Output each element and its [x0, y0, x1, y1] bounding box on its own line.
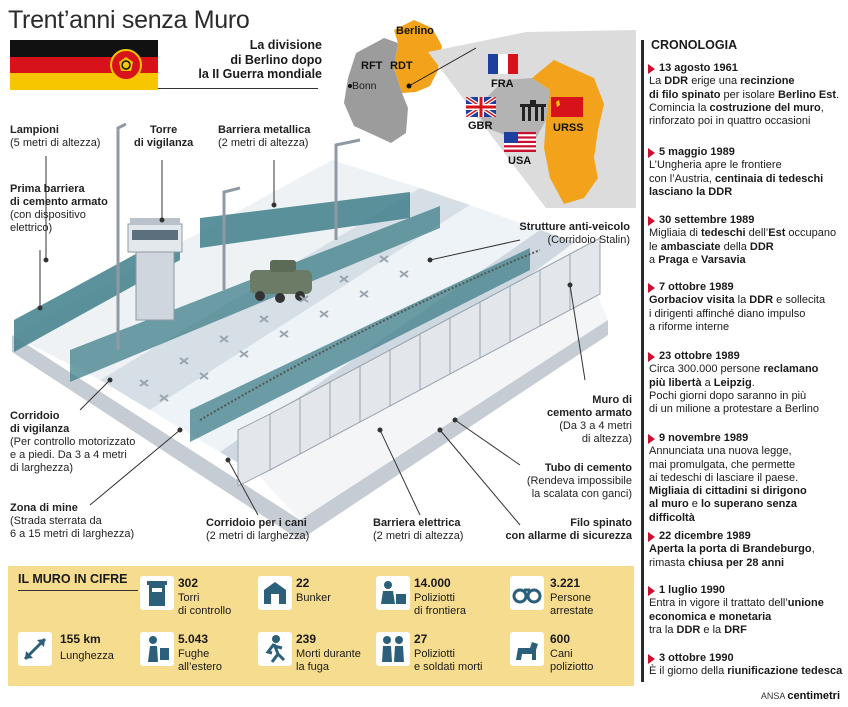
tower-icon — [140, 576, 174, 610]
label-torre: Torre di vigilanza — [134, 124, 194, 149]
event-text: L’Ungheria apre le frontiere con l’Austria, centinaia di tedeschi lasciano la DDR — [649, 159, 824, 198]
timeline-event — [649, 62, 845, 128]
credit-brand: centimetri — [787, 690, 840, 702]
label-muro: Muro di cemento armato (Da 3 a 4 metri di altezza) — [547, 394, 632, 445]
timeline-event — [649, 584, 845, 637]
brandenburg-gate-icon — [520, 100, 546, 122]
running-man-icon — [258, 632, 292, 666]
stat-label: Torri di controllo — [178, 592, 232, 617]
stat-value: 155 km — [60, 632, 101, 646]
ussr-flag-icon — [551, 97, 583, 117]
label-lampioni: Lampioni (5 metri di altezza) — [10, 124, 101, 149]
label-barriera-elettrica: Barriera elettrica (2 metri di altezza) — [373, 517, 464, 542]
event-date: 9 novembre 1989 — [649, 432, 845, 445]
event-text: Entra in vigore il trattato dell’unione economica e monetaria tra la DDR e la DRF — [649, 597, 824, 636]
timeline-event — [649, 146, 845, 199]
label-corridoio-cani: Corridoio per i cani (2 metri di larghezza) — [206, 517, 310, 542]
event-date: 3 ottobre 1990 — [649, 652, 845, 665]
ddr-flag-icon — [10, 40, 158, 90]
event-text: Gorbaciov visita la DDR e sollecita i dirigenti affinché diano impulso a riforme interne — [649, 294, 826, 333]
stat-value: 27 — [414, 632, 428, 646]
label-filo-spinato: Filo spinato con allarme di sicurezza — [505, 517, 632, 542]
timeline-heading: CRONOLOGIA — [651, 38, 738, 52]
subtitle-line: di Berlino dopo — [230, 52, 322, 67]
subtitle-line: La divisione — [249, 38, 322, 52]
timeline-event — [649, 214, 845, 267]
timeline-event — [649, 432, 845, 525]
subtitle-line: la II Guerra mondiale — [198, 67, 322, 81]
stat-label: Poliziotti e soldati morti — [414, 648, 483, 673]
label-corridoio-vigilanza: Corridoio di vigilanza (Per controllo motorizzato e a piedi. Da 3 a 4 metri di larghezza) — [10, 410, 136, 474]
escape-icon — [140, 632, 174, 666]
event-date: 1 luglio 1990 — [649, 584, 845, 597]
handcuffs-icon — [510, 576, 544, 610]
france-flag-icon — [488, 54, 518, 74]
uk-flag-icon — [466, 97, 496, 117]
timeline-event — [649, 530, 845, 570]
map-label-urss: URSS — [553, 122, 584, 134]
map-label-gbr: GBR — [468, 120, 493, 132]
stat-value: 3.221 — [550, 576, 581, 590]
stat-value: 22 — [296, 576, 310, 590]
label-barriera-metallica: Barriera metallica (2 metri di altezza) — [218, 124, 311, 149]
label-prima-barriera: Prima barriera di cemento armato (con dispositivo elettrico) — [10, 183, 108, 234]
map-subtitle — [198, 38, 322, 82]
map-label-fra: FRA — [491, 78, 514, 90]
stat-label: Cani poliziotto — [550, 648, 594, 673]
event-date: 5 maggio 1989 — [649, 146, 845, 159]
stat-value: 5.043 — [178, 632, 209, 646]
stat-label: Lunghezza — [60, 650, 114, 662]
length-arrow-icon — [18, 632, 52, 666]
stat-label: Fughe all’estero — [178, 648, 223, 673]
stat-label: Poliziotti di frontiera — [414, 592, 466, 617]
stat-value: 302 — [178, 576, 199, 590]
credit-agency: ANSA — [760, 691, 785, 701]
stat-label: Morti durante la fuga — [296, 648, 361, 673]
dog-icon — [510, 632, 544, 666]
timeline-line — [641, 40, 644, 682]
event-text: Circa 300.000 persone reclamano più libertà a Leipzig. Pochi giorni dopo saranno in più di un milione a protestare a Berlino — [649, 363, 819, 416]
soldiers-icon — [376, 632, 410, 666]
map-label-bonn: Bonn — [352, 80, 377, 92]
timeline-event — [649, 350, 845, 416]
event-date: 23 ottobre 1989 — [649, 350, 845, 363]
map-label-rdt: RDT — [390, 60, 413, 72]
label-zona-mine: Zona di mine (Strada sterrata da 6 a 15 metri di larghezza) — [10, 502, 135, 540]
stat-value: 14.000 — [414, 576, 451, 590]
map-label-usa: USA — [508, 155, 532, 167]
stat-label: Bunker — [296, 592, 331, 604]
event-text: La DDR erige una recinzione di filo spinato per isolare Berlino Est. Comincia la costruzione del muro, rinforzato poi in quattro occasioni — [649, 75, 840, 128]
credit — [761, 690, 840, 702]
label-tubo: Tubo di cemento (Rendeva impossibile la scalata con ganci) — [526, 462, 632, 500]
stat-value: 239 — [296, 632, 317, 646]
label-strutture: Strutture anti-veicolo (Corridoio Stalin) — [519, 221, 630, 246]
stat-value: 600 — [550, 632, 571, 646]
event-text: Migliaia di tedeschi dell’Est occupano le ambasciate della DDR a Praga e Varsavia — [649, 227, 837, 266]
event-text: Aperta la porta di Brandeburgo, rimasta chiusa per 28 anni — [649, 543, 815, 569]
map-label-rft: RFT — [361, 60, 383, 72]
event-text: Annunciata una nuova legge, mai promulgata, che permette ai tedeschi di lasciare il paese. Migliaia di cittadini si dirigono al muro e lo superano senza difficoltà — [649, 445, 807, 524]
event-text: È il giorno della riunificazione tedesca — [649, 665, 843, 678]
border-police-icon — [376, 576, 410, 610]
timeline-event — [649, 281, 845, 334]
event-date: 7 ottobre 1989 — [649, 281, 845, 294]
stat-label: Persone arrestate — [550, 592, 594, 617]
event-date: 30 settembre 1989 — [649, 214, 845, 227]
numbers-title: IL MURO IN CIFRE — [18, 572, 128, 586]
event-date: 22 dicembre 1989 — [649, 530, 845, 543]
event-date: 13 agosto 1961 — [649, 62, 845, 75]
bunker-icon — [258, 576, 292, 610]
timeline-event — [649, 652, 845, 679]
map-label-berlino: Berlino — [396, 25, 434, 37]
page-title: Trent’anni senza Muro — [8, 6, 250, 34]
